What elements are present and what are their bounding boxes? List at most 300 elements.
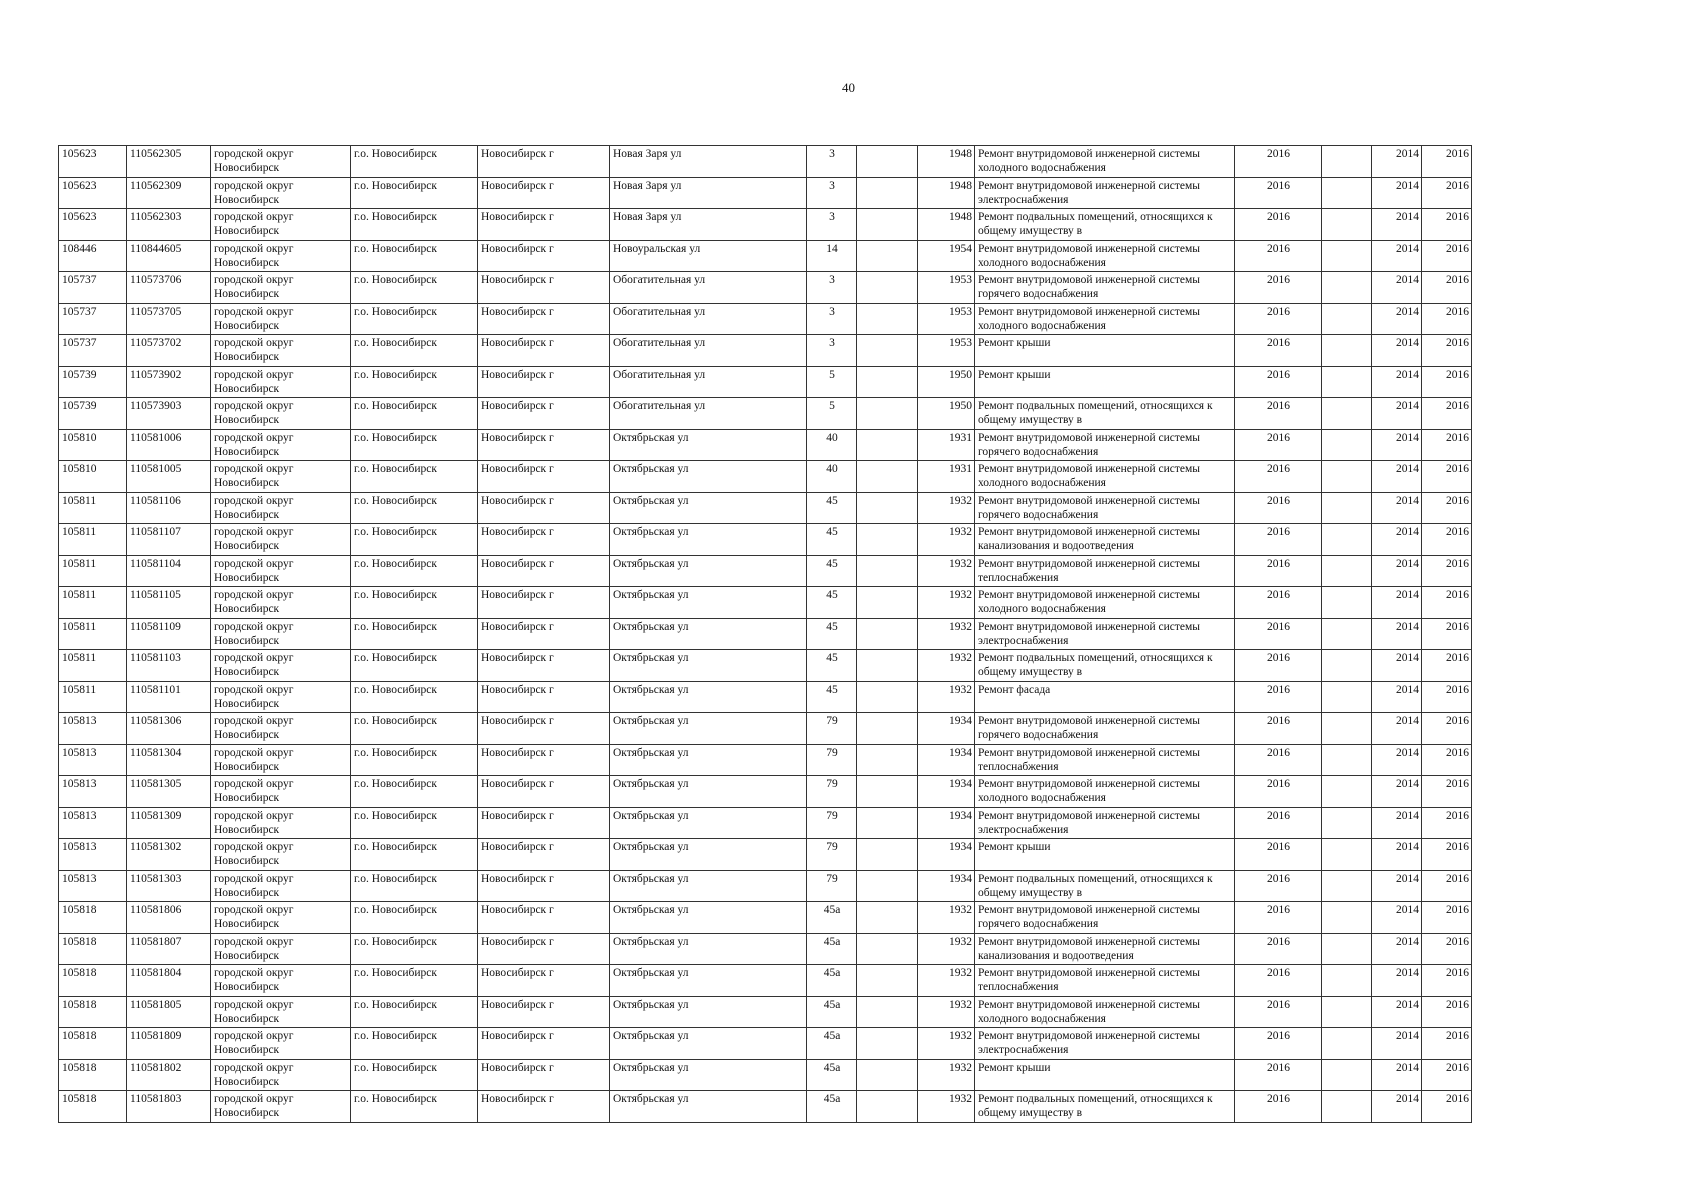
cell-period-end: 2016 (1422, 902, 1472, 934)
cell-house-number: 45 (807, 555, 857, 587)
cell-street: Обогатительная ул (610, 335, 807, 367)
cell-municipality: г.о. Новосибирск (351, 996, 478, 1028)
cell-street: Обогатительная ул (610, 366, 807, 398)
cell-district: городской округ Новосибирск (211, 1091, 351, 1123)
cell-municipality: г.о. Новосибирск (351, 870, 478, 902)
table-row (59, 807, 1472, 839)
cell-blank (1322, 744, 1372, 776)
cell-period-start: 2014 (1372, 461, 1422, 493)
cell-house-id: 105811 (59, 492, 127, 524)
cell-street: Обогатительная ул (610, 303, 807, 335)
cell-district: городской округ Новосибирск (211, 209, 351, 241)
table-row (59, 839, 1472, 871)
cell-period-start: 2014 (1372, 713, 1422, 745)
cell-house-number: 14 (807, 240, 857, 272)
cell-street: Обогатительная ул (610, 272, 807, 304)
work-type-text: Ремонт внутридомовой инженерной системы горячего водоснабжения (978, 431, 1201, 458)
cell-work-type (975, 1091, 1235, 1123)
cell-work-type (975, 1028, 1235, 1060)
cell-house-number: 45а (807, 933, 857, 965)
cell-blank (1322, 618, 1372, 650)
work-type-text: Ремонт внутридомовой инженерной системы канализования и водоотведения (978, 526, 1201, 552)
cell-period-start: 2014 (1372, 587, 1422, 619)
cell-period-end: 2016 (1422, 744, 1472, 776)
cell-extra (857, 681, 918, 713)
cell-city: Новосибирск г (478, 1059, 610, 1091)
table-row (59, 492, 1472, 524)
cell-work-type (975, 555, 1235, 587)
cell-municipality: г.о. Новосибирск (351, 1059, 478, 1091)
cell-house-number: 79 (807, 776, 857, 808)
cell-build-year: 1932 (918, 681, 975, 713)
cell-plan-year: 2016 (1235, 335, 1322, 367)
cell-city: Новосибирск г (478, 933, 610, 965)
cell-district: городской округ Новосибирск (211, 303, 351, 335)
cell-extra (857, 902, 918, 934)
cell-street: Октябрьская ул (610, 1059, 807, 1091)
cell-build-year: 1932 (918, 1028, 975, 1060)
cell-blank (1322, 965, 1372, 997)
cell-period-start: 2014 (1372, 902, 1422, 934)
cell-house-id: 105818 (59, 996, 127, 1028)
cell-work-type (975, 209, 1235, 241)
cell-street: Октябрьская ул (610, 807, 807, 839)
cell-house-id: 105810 (59, 429, 127, 461)
cell-work-code: 110573705 (127, 303, 211, 335)
cell-city: Новосибирск г (478, 681, 610, 713)
table-row (59, 240, 1472, 272)
cell-work-type (975, 650, 1235, 682)
cell-plan-year: 2016 (1235, 776, 1322, 808)
cell-work-code: 110581105 (127, 587, 211, 619)
cell-house-id: 105818 (59, 933, 127, 965)
cell-house-id: 105810 (59, 461, 127, 493)
cell-work-code: 110581006 (127, 429, 211, 461)
cell-period-start: 2014 (1372, 870, 1422, 902)
cell-period-end: 2016 (1422, 1091, 1472, 1123)
cell-house-number: 45а (807, 965, 857, 997)
cell-period-start: 2014 (1372, 177, 1422, 209)
cell-plan-year: 2016 (1235, 398, 1322, 430)
table-row (59, 209, 1472, 241)
table-row (59, 744, 1472, 776)
cell-period-start: 2014 (1372, 650, 1422, 682)
cell-municipality: г.о. Новосибирск (351, 461, 478, 493)
cell-build-year: 1932 (918, 965, 975, 997)
cell-district: городской округ Новосибирск (211, 681, 351, 713)
cell-blank (1322, 209, 1372, 241)
cell-blank (1322, 1028, 1372, 1060)
cell-house-id: 105818 (59, 1028, 127, 1060)
cell-house-id: 105811 (59, 587, 127, 619)
cell-period-end: 2016 (1422, 996, 1472, 1028)
cell-period-start: 2014 (1372, 303, 1422, 335)
cell-build-year: 1948 (918, 209, 975, 241)
work-type-text: Ремонт внутридомовой инженерной системы электроснабжения (978, 1030, 1201, 1056)
cell-build-year: 1953 (918, 272, 975, 304)
table-row (59, 996, 1472, 1028)
cell-district: городской округ Новосибирск (211, 744, 351, 776)
cell-district: городской округ Новосибирск (211, 461, 351, 493)
cell-extra (857, 1091, 918, 1123)
cell-municipality: г.о. Новосибирск (351, 335, 478, 367)
cell-street: Октябрьская ул (610, 996, 807, 1028)
work-type-text: Ремонт подвальных помещений, относящихся к общему имуществу в (978, 400, 1213, 426)
cell-period-end: 2016 (1422, 776, 1472, 808)
cell-city: Новосибирск г (478, 177, 610, 209)
cell-plan-year: 2016 (1235, 681, 1322, 713)
cell-period-start: 2014 (1372, 1028, 1422, 1060)
cell-municipality: г.о. Новосибирск (351, 177, 478, 209)
cell-house-id: 105737 (59, 272, 127, 304)
cell-municipality: г.о. Новосибирск (351, 618, 478, 650)
cell-district: городской округ Новосибирск (211, 429, 351, 461)
cell-house-id: 105813 (59, 870, 127, 902)
cell-extra (857, 335, 918, 367)
cell-period-end: 2016 (1422, 429, 1472, 461)
cell-blank (1322, 1059, 1372, 1091)
cell-period-start: 2014 (1372, 492, 1422, 524)
work-type-text: Ремонт крыши (978, 337, 1051, 349)
cell-plan-year: 2016 (1235, 209, 1322, 241)
cell-municipality: г.о. Новосибирск (351, 524, 478, 556)
cell-house-number: 79 (807, 839, 857, 871)
work-type-text: Ремонт внутридомовой инженерной системы канализования и водоотведения (978, 935, 1201, 962)
cell-work-code: 110573902 (127, 366, 211, 398)
cell-blank (1322, 461, 1372, 493)
cell-house-number: 79 (807, 807, 857, 839)
cell-district: городской округ Новосибирск (211, 398, 351, 430)
cell-plan-year: 2016 (1235, 272, 1322, 304)
cell-house-id: 105818 (59, 965, 127, 997)
table-row (59, 335, 1472, 367)
work-type-text: Ремонт внутридомовой инженерной системы электроснабжения (978, 179, 1201, 206)
cell-period-start: 2014 (1372, 807, 1422, 839)
cell-municipality: г.о. Новосибирск (351, 429, 478, 461)
cell-city: Новосибирск г (478, 1028, 610, 1060)
cell-plan-year: 2016 (1235, 461, 1322, 493)
cell-period-end: 2016 (1422, 209, 1472, 241)
cell-period-end: 2016 (1422, 461, 1472, 493)
cell-municipality: г.о. Новосибирск (351, 398, 478, 430)
cell-work-type (975, 902, 1235, 934)
cell-blank (1322, 587, 1372, 619)
cell-city: Новосибирск г (478, 587, 610, 619)
cell-extra (857, 398, 918, 430)
cell-district: городской округ Новосибирск (211, 587, 351, 619)
cell-period-end: 2016 (1422, 965, 1472, 997)
cell-plan-year: 2016 (1235, 650, 1322, 682)
cell-period-start: 2014 (1372, 366, 1422, 398)
cell-period-start: 2014 (1372, 240, 1422, 272)
cell-street: Октябрьская ул (610, 744, 807, 776)
cell-work-code: 110581104 (127, 555, 211, 587)
cell-period-end: 2016 (1422, 839, 1472, 871)
cell-street: Октябрьская ул (610, 492, 807, 524)
cell-house-number: 45 (807, 587, 857, 619)
cell-work-code: 110581809 (127, 1028, 211, 1060)
cell-city: Новосибирск г (478, 398, 610, 430)
cell-work-type (975, 524, 1235, 556)
cell-period-end: 2016 (1422, 870, 1472, 902)
cell-build-year: 1934 (918, 776, 975, 808)
cell-period-end: 2016 (1422, 524, 1472, 556)
work-type-text: Ремонт внутридомовой инженерной системы холодного водоснабжения (978, 998, 1201, 1025)
cell-district: городской округ Новосибирск (211, 272, 351, 304)
cell-work-type (975, 1059, 1235, 1091)
cell-city: Новосибирск г (478, 555, 610, 587)
cell-district: городской округ Новосибирск (211, 933, 351, 965)
cell-blank (1322, 335, 1372, 367)
cell-district: городской округ Новосибирск (211, 713, 351, 745)
cell-blank (1322, 996, 1372, 1028)
work-type-text: Ремонт фасада (978, 683, 1051, 696)
work-type-text: Ремонт внутридомовой инженерной системы холодного водоснабжения (978, 463, 1201, 489)
cell-house-number: 3 (807, 177, 857, 209)
cell-extra (857, 524, 918, 556)
cell-period-start: 2014 (1372, 839, 1422, 871)
cell-blank (1322, 713, 1372, 745)
cell-blank (1322, 429, 1372, 461)
cell-house-id: 105739 (59, 366, 127, 398)
cell-work-code: 110581305 (127, 776, 211, 808)
cell-extra (857, 366, 918, 398)
table-row (59, 650, 1472, 682)
table-row (59, 366, 1472, 398)
cell-extra (857, 870, 918, 902)
work-type-text: Ремонт крыши (978, 1061, 1051, 1074)
cell-plan-year: 2016 (1235, 366, 1322, 398)
cell-house-id: 105739 (59, 398, 127, 430)
cell-house-id: 105813 (59, 839, 127, 871)
cell-work-code: 110562303 (127, 209, 211, 241)
cell-municipality: г.о. Новосибирск (351, 146, 478, 178)
table-row (59, 681, 1472, 713)
work-type-text: Ремонт внутридомовой инженерной системы горячего водоснабжения (978, 715, 1201, 741)
cell-plan-year: 2016 (1235, 902, 1322, 934)
cell-district: городской округ Новосибирск (211, 870, 351, 902)
cell-work-code: 110581807 (127, 933, 211, 965)
table-row (59, 776, 1472, 808)
cell-work-type (975, 681, 1235, 713)
cell-build-year: 1950 (918, 366, 975, 398)
cell-street: Октябрьская ул (610, 524, 807, 556)
cell-build-year: 1931 (918, 429, 975, 461)
cell-work-type (975, 366, 1235, 398)
cell-extra (857, 177, 918, 209)
cell-work-code: 110581802 (127, 1059, 211, 1091)
cell-extra (857, 713, 918, 745)
work-type-text: Ремонт внутридомовой инженерной системы горячего водоснабжения (978, 494, 1201, 521)
cell-work-code: 110573706 (127, 272, 211, 304)
cell-plan-year: 2016 (1235, 240, 1322, 272)
cell-blank (1322, 776, 1372, 808)
cell-work-type (975, 776, 1235, 808)
cell-house-number: 45 (807, 618, 857, 650)
cell-district: городской округ Новосибирск (211, 965, 351, 997)
cell-work-type (975, 335, 1235, 367)
cell-municipality: г.о. Новосибирск (351, 240, 478, 272)
cell-city: Новосибирск г (478, 240, 610, 272)
cell-city: Новосибирск г (478, 429, 610, 461)
cell-house-id: 105818 (59, 1091, 127, 1123)
cell-house-id: 105813 (59, 713, 127, 745)
cell-period-start: 2014 (1372, 209, 1422, 241)
cell-street: Обогатительная ул (610, 398, 807, 430)
cell-work-code: 110581309 (127, 807, 211, 839)
cell-blank (1322, 839, 1372, 871)
cell-plan-year: 2016 (1235, 744, 1322, 776)
table-row (59, 902, 1472, 934)
cell-period-start: 2014 (1372, 524, 1422, 556)
cell-street: Октябрьская ул (610, 870, 807, 902)
cell-house-id: 105623 (59, 209, 127, 241)
cell-build-year: 1932 (918, 933, 975, 965)
cell-house-id: 105813 (59, 776, 127, 808)
cell-build-year: 1932 (918, 524, 975, 556)
cell-build-year: 1934 (918, 807, 975, 839)
cell-city: Новосибирск г (478, 870, 610, 902)
table-row (59, 870, 1472, 902)
cell-house-number: 45а (807, 902, 857, 934)
cell-extra (857, 461, 918, 493)
cell-work-code: 110581106 (127, 492, 211, 524)
cell-work-type (975, 618, 1235, 650)
cell-extra (857, 744, 918, 776)
cell-city: Новосибирск г (478, 807, 610, 839)
table-row (59, 618, 1472, 650)
cell-house-number: 45 (807, 681, 857, 713)
cell-house-id: 105813 (59, 744, 127, 776)
cell-period-end: 2016 (1422, 335, 1472, 367)
registry-table (58, 145, 1472, 1123)
cell-district: городской округ Новосибирск (211, 366, 351, 398)
cell-plan-year: 2016 (1235, 933, 1322, 965)
table-row (59, 146, 1472, 178)
table-row (59, 398, 1472, 430)
cell-street: Октябрьская ул (610, 681, 807, 713)
cell-extra (857, 240, 918, 272)
cell-build-year: 1931 (918, 461, 975, 493)
cell-work-code: 110844605 (127, 240, 211, 272)
cell-city: Новосибирск г (478, 461, 610, 493)
work-type-text: Ремонт внутридомовой инженерной системы холодного водоснабжения (978, 305, 1201, 332)
cell-extra (857, 996, 918, 1028)
cell-municipality: г.о. Новосибирск (351, 587, 478, 619)
cell-street: Новая Заря ул (610, 209, 807, 241)
cell-city: Новосибирск г (478, 744, 610, 776)
cell-work-code: 110581101 (127, 681, 211, 713)
cell-extra (857, 146, 918, 178)
cell-house-number: 3 (807, 303, 857, 335)
cell-blank (1322, 1091, 1372, 1123)
cell-street: Октябрьская ул (610, 839, 807, 871)
cell-district: городской округ Новосибирск (211, 618, 351, 650)
cell-house-id: 105811 (59, 681, 127, 713)
cell-street: Новоуральская ул (610, 240, 807, 272)
cell-house-number: 5 (807, 366, 857, 398)
cell-work-type (975, 303, 1235, 335)
cell-street: Октябрьская ул (610, 461, 807, 493)
cell-build-year: 1932 (918, 555, 975, 587)
cell-house-number: 79 (807, 744, 857, 776)
cell-blank (1322, 807, 1372, 839)
cell-work-code: 110581005 (127, 461, 211, 493)
cell-plan-year: 2016 (1235, 492, 1322, 524)
cell-plan-year: 2016 (1235, 807, 1322, 839)
work-type-text: Ремонт внутридомовой инженерной системы теплоснабжения (978, 967, 1201, 993)
cell-period-start: 2014 (1372, 965, 1422, 997)
cell-work-code: 110581302 (127, 839, 211, 871)
work-type-text: Ремонт внутридомовой инженерной системы теплоснабжения (978, 557, 1201, 584)
cell-city: Новосибирск г (478, 146, 610, 178)
cell-house-number: 45а (807, 1028, 857, 1060)
cell-period-end: 2016 (1422, 146, 1472, 178)
cell-period-end: 2016 (1422, 587, 1472, 619)
cell-period-start: 2014 (1372, 555, 1422, 587)
cell-build-year: 1934 (918, 713, 975, 745)
cell-municipality: г.о. Новосибирск (351, 776, 478, 808)
cell-plan-year: 2016 (1235, 429, 1322, 461)
cell-district: городской округ Новосибирск (211, 839, 351, 871)
cell-city: Новосибирск г (478, 366, 610, 398)
work-type-text: Ремонт подвальных помещений, относящихся к общему имуществу в (978, 872, 1213, 899)
cell-municipality: г.о. Новосибирск (351, 713, 478, 745)
table-row (59, 555, 1472, 587)
cell-city: Новосибирск г (478, 303, 610, 335)
work-type-text: Ремонт внутридомовой инженерной системы горячего водоснабжения (978, 904, 1201, 930)
cell-house-number: 40 (807, 429, 857, 461)
cell-period-start: 2014 (1372, 681, 1422, 713)
cell-house-number: 79 (807, 713, 857, 745)
cell-street: Октябрьская ул (610, 555, 807, 587)
cell-period-start: 2014 (1372, 618, 1422, 650)
cell-municipality: г.о. Новосибирск (351, 681, 478, 713)
cell-work-type (975, 461, 1235, 493)
cell-period-end: 2016 (1422, 398, 1472, 430)
cell-plan-year: 2016 (1235, 555, 1322, 587)
cell-city: Новосибирск г (478, 650, 610, 682)
work-type-text: Ремонт подвальных помещений, относящихся к общему имуществу в (978, 652, 1213, 678)
cell-city: Новосибирск г (478, 1091, 610, 1123)
cell-house-id: 105737 (59, 303, 127, 335)
cell-build-year: 1953 (918, 335, 975, 367)
page-number: 40 (842, 80, 855, 95)
cell-extra (857, 618, 918, 650)
cell-blank (1322, 870, 1372, 902)
cell-work-type (975, 744, 1235, 776)
cell-work-type (975, 177, 1235, 209)
table-row (59, 933, 1472, 965)
cell-blank (1322, 398, 1372, 430)
cell-extra (857, 303, 918, 335)
cell-extra (857, 933, 918, 965)
cell-district: городской округ Новосибирск (211, 492, 351, 524)
cell-build-year: 1953 (918, 303, 975, 335)
cell-street: Октябрьская ул (610, 429, 807, 461)
table-row (59, 713, 1472, 745)
cell-house-number: 45а (807, 1059, 857, 1091)
cell-extra (857, 965, 918, 997)
cell-extra (857, 555, 918, 587)
cell-extra (857, 1059, 918, 1091)
cell-municipality: г.о. Новосибирск (351, 366, 478, 398)
cell-build-year: 1932 (918, 492, 975, 524)
cell-work-code: 110581303 (127, 870, 211, 902)
cell-house-id: 105811 (59, 650, 127, 682)
cell-municipality: г.о. Новосибирск (351, 965, 478, 997)
cell-house-number: 3 (807, 209, 857, 241)
